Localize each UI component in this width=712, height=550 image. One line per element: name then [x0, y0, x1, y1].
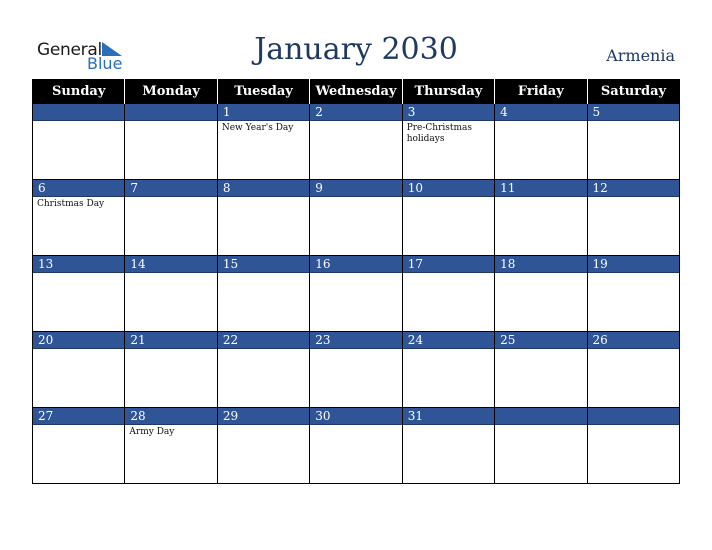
day-number: 7	[125, 180, 216, 197]
holiday-label	[310, 121, 401, 123]
day-cell[interactable]	[33, 408, 125, 484]
day-cell[interactable]	[402, 332, 494, 408]
holiday-label: Christmas Day	[37, 199, 105, 209]
day-number: 28	[125, 408, 216, 425]
weekday-header: Monday	[125, 79, 217, 104]
holiday-label	[403, 349, 494, 351]
day-cell[interactable]	[310, 332, 402, 408]
day-cell[interactable]	[495, 180, 587, 256]
holiday-label	[33, 273, 124, 275]
week-row	[33, 332, 680, 408]
day-number: 4	[495, 104, 586, 121]
day-cell[interactable]	[310, 408, 402, 484]
day-cell[interactable]	[217, 256, 309, 332]
weekday-header: Friday	[495, 79, 587, 104]
holiday-label	[33, 425, 124, 427]
day-cell[interactable]	[33, 180, 125, 256]
holiday-label	[33, 121, 124, 123]
day-number: 9	[310, 180, 401, 197]
day-cell[interactable]	[495, 332, 587, 408]
day-cell[interactable]	[217, 180, 309, 256]
day-cell[interactable]	[125, 104, 217, 180]
day-cell[interactable]	[33, 332, 125, 408]
day-number: 17	[403, 256, 494, 273]
holiday-label	[495, 121, 586, 123]
weekday-header: Sunday	[33, 79, 125, 104]
weekday-header-row	[33, 79, 680, 104]
month-calendar	[32, 79, 680, 484]
day-cell[interactable]	[402, 408, 494, 484]
day-cell[interactable]	[402, 180, 494, 256]
day-cell[interactable]	[402, 256, 494, 332]
day-number	[125, 104, 216, 121]
day-number: 25	[495, 332, 586, 349]
day-number: 2	[310, 104, 401, 121]
holiday-label	[310, 273, 401, 275]
day-number: 27	[33, 408, 124, 425]
day-cell[interactable]	[495, 104, 587, 180]
holiday-label	[495, 197, 586, 199]
day-cell[interactable]	[125, 408, 217, 484]
holiday-label	[218, 425, 309, 427]
day-cell[interactable]	[217, 332, 309, 408]
holiday-label	[588, 121, 679, 123]
day-cell[interactable]	[310, 256, 402, 332]
holiday-label	[403, 425, 494, 427]
holiday-label	[125, 197, 216, 199]
day-cell[interactable]	[125, 332, 217, 408]
country-label: Armenia	[606, 46, 675, 65]
holiday-label: New Year's Day	[221, 123, 294, 133]
holiday-label	[310, 197, 401, 199]
day-cell[interactable]	[125, 180, 217, 256]
week-row	[33, 408, 680, 484]
holiday-label: Army Day	[129, 427, 175, 437]
holiday-label	[495, 425, 586, 427]
holiday-label	[218, 349, 309, 351]
holiday-label	[403, 197, 494, 199]
day-number: 30	[310, 408, 401, 425]
day-number: 3	[403, 104, 494, 121]
holiday-label	[218, 273, 309, 275]
day-cell[interactable]	[587, 332, 679, 408]
week-row	[33, 104, 680, 180]
day-cell[interactable]	[33, 104, 125, 180]
day-number: 14	[125, 256, 216, 273]
holiday-label	[218, 197, 309, 199]
day-number: 18	[495, 256, 586, 273]
day-cell[interactable]	[125, 256, 217, 332]
day-number: 23	[310, 332, 401, 349]
weekday-header: Tuesday	[217, 79, 309, 104]
weekday-header: Saturday	[587, 79, 679, 104]
calendar-body	[33, 104, 680, 484]
holiday-label	[588, 197, 679, 199]
day-number: 31	[403, 408, 494, 425]
day-cell[interactable]	[217, 408, 309, 484]
page-title: January 2030	[254, 32, 458, 67]
day-cell[interactable]	[310, 180, 402, 256]
holiday-label	[495, 349, 586, 351]
day-number: 8	[218, 180, 309, 197]
day-number: 5	[588, 104, 679, 121]
day-number	[588, 408, 679, 425]
day-number: 16	[310, 256, 401, 273]
holiday-label: Pre-Christmas holidays	[406, 123, 473, 144]
day-number: 13	[33, 256, 124, 273]
day-cell[interactable]	[587, 180, 679, 256]
holiday-label	[495, 273, 586, 275]
day-number: 6	[33, 180, 124, 197]
holiday-label	[310, 349, 401, 351]
holiday-label	[310, 425, 401, 427]
holiday-label	[588, 273, 679, 275]
holiday-label	[403, 273, 494, 275]
day-cell[interactable]	[310, 104, 402, 180]
holiday-label	[588, 425, 679, 427]
holiday-label	[33, 349, 124, 351]
day-cell[interactable]	[402, 104, 494, 180]
holiday-label	[125, 349, 216, 351]
day-number: 10	[403, 180, 494, 197]
day-cell[interactable]	[587, 104, 679, 180]
day-number: 19	[588, 256, 679, 273]
day-cell[interactable]	[495, 256, 587, 332]
logo-word-blue: Blue	[87, 54, 123, 73]
day-cell[interactable]	[33, 256, 125, 332]
day-number	[495, 408, 586, 425]
day-number: 22	[218, 332, 309, 349]
logo-word-general: General	[37, 40, 102, 60]
day-number: 11	[495, 180, 586, 197]
day-cell[interactable]	[495, 408, 587, 484]
day-number: 15	[218, 256, 309, 273]
day-number: 26	[588, 332, 679, 349]
day-cell[interactable]	[587, 256, 679, 332]
day-cell[interactable]	[217, 104, 309, 180]
holiday-label	[125, 273, 216, 275]
holiday-label	[588, 349, 679, 351]
week-row	[33, 256, 680, 332]
day-number: 1	[218, 104, 309, 121]
day-number: 24	[403, 332, 494, 349]
day-cell[interactable]	[587, 408, 679, 484]
day-number: 20	[33, 332, 124, 349]
weekday-header: Thursday	[402, 79, 494, 104]
weekday-header: Wednesday	[310, 79, 402, 104]
holiday-label	[125, 121, 216, 123]
week-row	[33, 180, 680, 256]
day-number: 29	[218, 408, 309, 425]
day-number	[33, 104, 124, 121]
day-number: 12	[588, 180, 679, 197]
day-number: 21	[125, 332, 216, 349]
